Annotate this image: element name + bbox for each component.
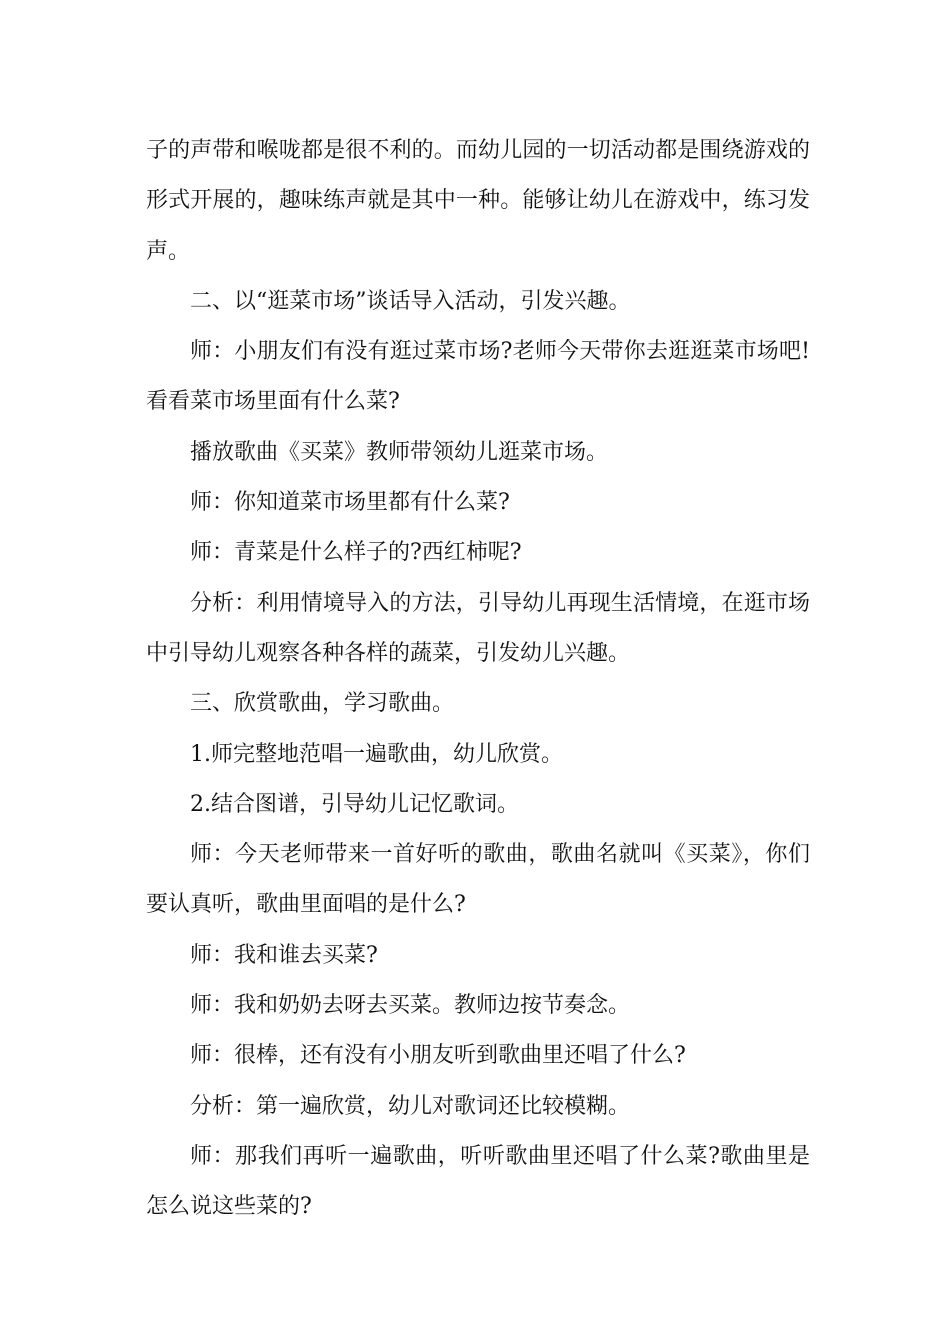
section-heading-3: 三、欣赏歌曲，学习歌曲。 [190, 691, 455, 717]
paragraph: 师：很棒，还有没有小朋友听到歌曲里还唱了什么? [190, 1043, 686, 1069]
paragraph: 播放歌曲《买菜》教师带领幼儿逛菜市场。 [190, 439, 609, 465]
list-item: 1.师完整地范唱一遍歌曲，幼儿欣赏。 [190, 741, 563, 767]
paragraph: 师：青菜是什么样子的?西红柿呢? [190, 540, 522, 566]
document-body [146, 126, 810, 1233]
paragraph: 师：今天老师带来一首好听的歌曲，歌曲名就叫《买菜》，你们要认真听，歌曲里面唱的是什么? [146, 842, 810, 918]
analysis-paragraph: 分析：利用情境导入的方法，引导幼儿再现生活情境，在逛市场中引导幼儿观察各种各样的蔬菜，引发幼儿兴趣。 [146, 590, 810, 666]
analysis-paragraph: 分析：第一遍欣赏，幼儿对歌词还比较模糊。 [190, 1093, 631, 1119]
list-item: 2.结合图谱，引导幼儿记忆歌词。 [190, 791, 519, 817]
paragraph: 师：那我们再听一遍歌曲，听听歌曲里还唱了什么菜?歌曲里是怎么说这些菜的? [146, 1143, 810, 1220]
paragraph: 师：小朋友们有没有逛过菜市场?老师今天带你去逛逛菜市场吧!看看菜市场里面有什么菜? [146, 339, 810, 415]
section-heading-2: 二、以“逛菜市场”谈话导入活动，引发兴趣。 [190, 288, 631, 314]
paragraph: 师：你知道菜市场里都有什么菜? [190, 490, 510, 516]
paragraph-continuation: 子的声带和喉咙都是很不利的。而幼儿园的一切活动都是围绕游戏的形式开展的，趣味练声就是其中一种。能够让幼儿在游戏中，练习发声。 [146, 138, 810, 264]
paragraph: 师：我和谁去买菜? [190, 942, 378, 968]
paragraph: 师：我和奶奶去呀去买菜。教师边按节奏念。 [190, 993, 631, 1019]
